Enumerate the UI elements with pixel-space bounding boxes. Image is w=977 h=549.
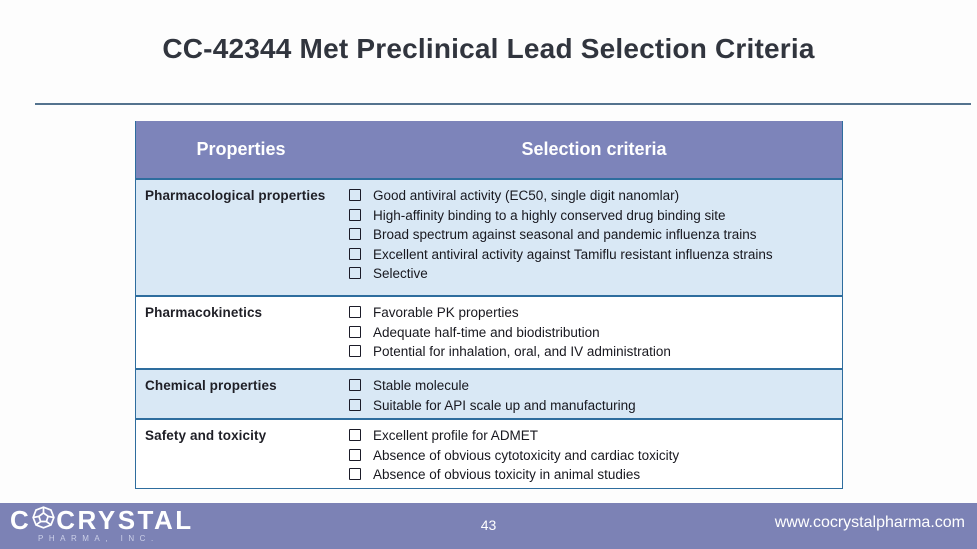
table-header-row — [136, 121, 842, 178]
criteria-text: High-affinity binding to a highly conserved drug binding site — [373, 207, 726, 223]
property-cell: Pharmacokinetics — [145, 305, 263, 320]
criteria-table — [135, 121, 843, 489]
property-cell: Chemical properties — [145, 378, 277, 393]
criteria-item — [349, 208, 836, 223]
criteria-item — [349, 247, 836, 262]
logo-text-prefix: C — [10, 505, 32, 535]
criteria-cell — [346, 370, 842, 418]
checkbox-icon — [349, 449, 361, 461]
criteria-text: Good antiviral activity (EC50, single digit nanomlar) — [373, 188, 680, 203]
criteria-item — [349, 266, 836, 281]
property-cell: Pharmacological properties — [145, 188, 326, 203]
criteria-cell — [346, 297, 842, 368]
checkbox-icon — [349, 228, 361, 240]
criteria-text: Excellent antiviral activity against Tamiflu resistant influenza strains — [373, 246, 773, 262]
criteria-item — [349, 227, 836, 242]
page-number: 43 — [480, 517, 497, 533]
criteria-item — [349, 448, 836, 463]
checkbox-icon — [349, 468, 361, 480]
criteria-text: Potential for inhalation, oral, and IV administration — [373, 344, 671, 359]
criteria-cell — [346, 420, 842, 488]
criteria-text: Stable molecule — [373, 378, 470, 393]
criteria-item — [349, 325, 836, 340]
title-divider-line — [35, 103, 971, 105]
checkbox-icon — [349, 429, 361, 441]
criteria-item — [349, 398, 836, 413]
criteria-item — [349, 467, 836, 482]
criteria-item — [349, 378, 836, 393]
slide-title: CC-42344 Met Preclinical Lead Selection Criteria — [162, 33, 815, 64]
table-row — [136, 178, 842, 295]
criteria-text: Absence of obvious toxicity in animal studies — [373, 467, 641, 482]
criteria-item — [349, 344, 836, 359]
website-url: www.cocrystalpharma.com — [774, 514, 965, 531]
criteria-item — [349, 305, 836, 320]
criteria-text: Adequate half-time and biodistribution — [373, 324, 600, 340]
criteria-text: Broad spectrum against seasonal and pandemic influenza trains — [373, 227, 757, 242]
property-cell: Safety and toxicity — [145, 428, 267, 443]
criteria-item — [349, 188, 836, 203]
criteria-cell — [346, 180, 842, 295]
checkbox-icon — [349, 209, 361, 221]
table-row — [136, 295, 842, 368]
criteria-text: Selective — [373, 266, 428, 281]
criteria-text: Excellent profile for ADMET — [373, 428, 539, 443]
checkbox-icon — [349, 267, 361, 279]
criteria-item — [349, 428, 836, 443]
checkbox-icon — [349, 189, 361, 201]
column-header-properties: Properties — [196, 139, 286, 159]
column-header-selection-criteria: Selection criteria — [521, 139, 667, 159]
checkbox-icon — [349, 399, 361, 411]
checkbox-icon — [349, 306, 361, 318]
criteria-text: Absence of obvious cytotoxicity and cardiac toxicity — [373, 447, 680, 463]
logo-subtext: PHARMA, INC. — [38, 534, 159, 543]
checkbox-icon — [349, 379, 361, 391]
checkbox-icon — [349, 326, 361, 338]
checkbox-icon — [349, 345, 361, 357]
checkbox-icon — [349, 248, 361, 260]
criteria-text: Suitable for API scale up and manufacturing — [373, 397, 636, 413]
table-row — [136, 368, 842, 418]
criteria-text: Favorable PK properties — [373, 305, 519, 320]
footer-bar — [0, 503, 977, 549]
table-row — [136, 418, 842, 488]
logo-text-suffix: CRYSTAL — [56, 505, 194, 535]
